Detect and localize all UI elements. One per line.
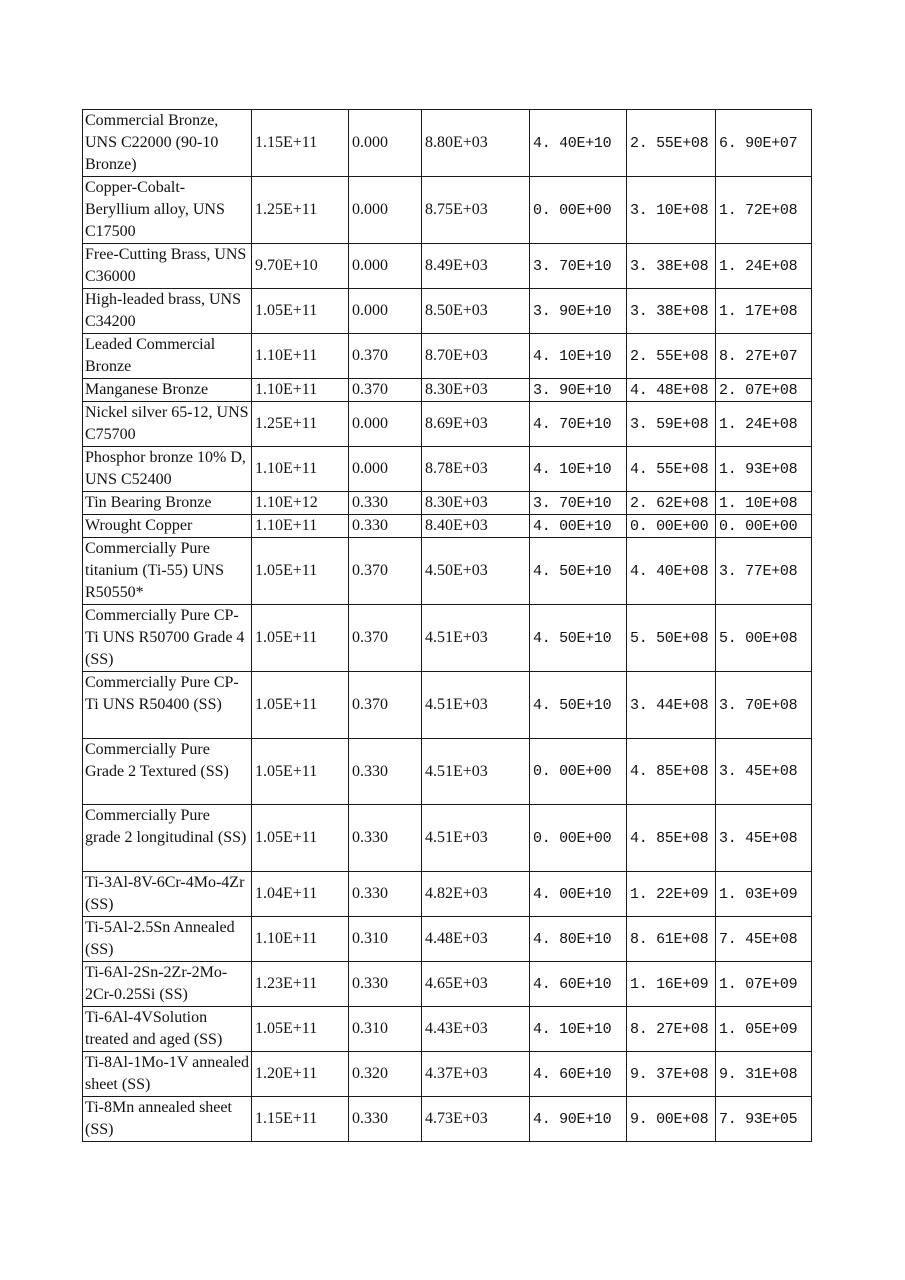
value-cell: 4. 80E+10 xyxy=(530,917,627,962)
value-cell: 1. 07E+09 xyxy=(716,962,812,1007)
value-cell: 3. 70E+10 xyxy=(530,244,627,289)
value-cell: 9.70E+10 xyxy=(252,244,349,289)
value-cell: 4. 85E+08 xyxy=(627,805,716,872)
value-cell: 4.50E+03 xyxy=(422,538,530,605)
value-cell: 0.370 xyxy=(349,672,422,739)
value-cell: 4. 50E+10 xyxy=(530,605,627,672)
value-cell: 0.310 xyxy=(349,1007,422,1052)
value-cell: 3. 45E+08 xyxy=(716,805,812,872)
material-name-cell: Ti-8Al-1Mo-1V annealed sheet (SS) xyxy=(83,1052,252,1097)
material-name-cell: Manganese Bronze xyxy=(83,379,252,402)
value-cell: 0.330 xyxy=(349,805,422,872)
table-row xyxy=(83,379,812,402)
value-cell: 1.10E+11 xyxy=(252,334,349,379)
material-name-cell: Commercially Pure Grade 2 Textured (SS) xyxy=(83,739,252,805)
value-cell: 4.43E+03 xyxy=(422,1007,530,1052)
value-cell: 1.10E+11 xyxy=(252,447,349,492)
value-cell: 1.25E+11 xyxy=(252,177,349,244)
value-cell: 7. 45E+08 xyxy=(716,917,812,962)
value-cell: 4.73E+03 xyxy=(422,1097,530,1142)
value-cell: 1.05E+11 xyxy=(252,1007,349,1052)
material-name-cell: Commercially Pure grade 2 longitudinal (SS) xyxy=(83,805,252,872)
material-name-cell: Free-Cutting Brass, UNS C36000 xyxy=(83,244,252,289)
value-cell: 3. 38E+08 xyxy=(627,289,716,334)
value-cell: 1. 72E+08 xyxy=(716,177,812,244)
value-cell: 4. 50E+10 xyxy=(530,538,627,605)
material-name-cell: Copper-Cobalt-Beryllium alloy, UNS C17500 xyxy=(83,177,252,244)
value-cell: 0.330 xyxy=(349,962,422,1007)
table-row xyxy=(83,334,812,379)
value-cell: 3. 10E+08 xyxy=(627,177,716,244)
value-cell: 0.330 xyxy=(349,872,422,917)
value-cell: 8.30E+03 xyxy=(422,379,530,402)
material-name-cell: Ti-6Al-2Sn-2Zr-2Mo-2Cr-0.25Si (SS) xyxy=(83,962,252,1007)
value-cell: 4. 00E+10 xyxy=(530,515,627,538)
material-name-cell: High-leaded brass, UNS C34200 xyxy=(83,289,252,334)
value-cell: 9. 00E+08 xyxy=(627,1097,716,1142)
value-cell: 4. 85E+08 xyxy=(627,739,716,805)
value-cell: 1.23E+11 xyxy=(252,962,349,1007)
value-cell: 3. 59E+08 xyxy=(627,402,716,447)
value-cell: 0.310 xyxy=(349,917,422,962)
value-cell: 3. 90E+10 xyxy=(530,379,627,402)
value-cell: 8.80E+03 xyxy=(422,110,530,177)
value-cell: 4. 40E+08 xyxy=(627,538,716,605)
value-cell: 1. 93E+08 xyxy=(716,447,812,492)
value-cell: 4. 70E+10 xyxy=(530,402,627,447)
value-cell: 2. 55E+08 xyxy=(627,334,716,379)
value-cell: 2. 07E+08 xyxy=(716,379,812,402)
table-row xyxy=(83,805,812,872)
value-cell: 4.51E+03 xyxy=(422,805,530,872)
value-cell: 4.51E+03 xyxy=(422,672,530,739)
value-cell: 9. 37E+08 xyxy=(627,1052,716,1097)
value-cell: 4. 55E+08 xyxy=(627,447,716,492)
value-cell: 0.370 xyxy=(349,538,422,605)
table-row xyxy=(83,538,812,605)
value-cell: 6. 90E+07 xyxy=(716,110,812,177)
table-row xyxy=(83,289,812,334)
value-cell: 3. 70E+10 xyxy=(530,492,627,515)
table-row xyxy=(83,1097,812,1142)
material-name-cell: Commercially Pure titanium (Ti-55) UNS R50550* xyxy=(83,538,252,605)
value-cell: 8.40E+03 xyxy=(422,515,530,538)
value-cell: 1.10E+11 xyxy=(252,917,349,962)
value-cell: 4. 40E+10 xyxy=(530,110,627,177)
value-cell: 1. 24E+08 xyxy=(716,244,812,289)
table-row xyxy=(83,177,812,244)
value-cell: 1. 03E+09 xyxy=(716,872,812,917)
material-name-cell: Commercially Pure CP-Ti UNS R50700 Grade 4 (SS) xyxy=(83,605,252,672)
value-cell: 3. 38E+08 xyxy=(627,244,716,289)
value-cell: 2. 62E+08 xyxy=(627,492,716,515)
material-name-cell: Commercial Bronze, UNS C22000 (90-10 Bronze) xyxy=(83,110,252,177)
value-cell: 4.51E+03 xyxy=(422,739,530,805)
value-cell: 2. 55E+08 xyxy=(627,110,716,177)
value-cell: 1.05E+11 xyxy=(252,289,349,334)
table-row xyxy=(83,672,812,739)
value-cell: 0.000 xyxy=(349,244,422,289)
value-cell: 0. 00E+00 xyxy=(530,805,627,872)
value-cell: 4. 50E+10 xyxy=(530,672,627,739)
value-cell: 1.25E+11 xyxy=(252,402,349,447)
value-cell: 0. 00E+00 xyxy=(627,515,716,538)
value-cell: 1.20E+11 xyxy=(252,1052,349,1097)
value-cell: 0.330 xyxy=(349,739,422,805)
value-cell: 0.000 xyxy=(349,177,422,244)
value-cell: 9. 31E+08 xyxy=(716,1052,812,1097)
value-cell: 1.10E+11 xyxy=(252,379,349,402)
value-cell: 0.330 xyxy=(349,1097,422,1142)
value-cell: 1. 16E+09 xyxy=(627,962,716,1007)
material-name-cell: Nickel silver 65-12, UNS C75700 xyxy=(83,402,252,447)
value-cell: 3. 44E+08 xyxy=(627,672,716,739)
value-cell: 8.30E+03 xyxy=(422,492,530,515)
value-cell: 8. 27E+08 xyxy=(627,1007,716,1052)
value-cell: 4.82E+03 xyxy=(422,872,530,917)
value-cell: 1. 10E+08 xyxy=(716,492,812,515)
value-cell: 0. 00E+00 xyxy=(530,177,627,244)
value-cell: 0.370 xyxy=(349,334,422,379)
value-cell: 1.10E+11 xyxy=(252,515,349,538)
table-row xyxy=(83,605,812,672)
table-row xyxy=(83,492,812,515)
value-cell: 1.04E+11 xyxy=(252,872,349,917)
value-cell: 0. 00E+00 xyxy=(530,739,627,805)
value-cell: 0.370 xyxy=(349,379,422,402)
value-cell: 5. 50E+08 xyxy=(627,605,716,672)
material-name-cell: Ti-3Al-8V-6Cr-4Mo-4Zr (SS) xyxy=(83,872,252,917)
value-cell: 1.05E+11 xyxy=(252,739,349,805)
value-cell: 3. 70E+08 xyxy=(716,672,812,739)
value-cell: 4.37E+03 xyxy=(422,1052,530,1097)
table-row xyxy=(83,1007,812,1052)
value-cell: 4. 90E+10 xyxy=(530,1097,627,1142)
value-cell: 0.370 xyxy=(349,605,422,672)
value-cell: 4. 10E+10 xyxy=(530,334,627,379)
value-cell: 8. 61E+08 xyxy=(627,917,716,962)
value-cell: 4. 00E+10 xyxy=(530,872,627,917)
material-name-cell: Ti-8Mn annealed sheet (SS) xyxy=(83,1097,252,1142)
material-name-cell: Phosphor bronze 10% D, UNS C52400 xyxy=(83,447,252,492)
value-cell: 0.000 xyxy=(349,447,422,492)
value-cell: 4. 60E+10 xyxy=(530,962,627,1007)
value-cell: 0.330 xyxy=(349,515,422,538)
value-cell: 0.000 xyxy=(349,289,422,334)
value-cell: 1. 05E+09 xyxy=(716,1007,812,1052)
table-row xyxy=(83,917,812,962)
value-cell: 1.05E+11 xyxy=(252,672,349,739)
value-cell: 8.49E+03 xyxy=(422,244,530,289)
value-cell: 8. 27E+07 xyxy=(716,334,812,379)
value-cell: 0. 00E+00 xyxy=(716,515,812,538)
value-cell: 0.320 xyxy=(349,1052,422,1097)
value-cell: 8.75E+03 xyxy=(422,177,530,244)
table-row xyxy=(83,1052,812,1097)
value-cell: 7. 93E+05 xyxy=(716,1097,812,1142)
value-cell: 4.51E+03 xyxy=(422,605,530,672)
table-row xyxy=(83,110,812,177)
value-cell: 4. 10E+10 xyxy=(530,1007,627,1052)
value-cell: 1.15E+11 xyxy=(252,110,349,177)
value-cell: 1.15E+11 xyxy=(252,1097,349,1142)
table-row xyxy=(83,962,812,1007)
value-cell: 8.78E+03 xyxy=(422,447,530,492)
table-row xyxy=(83,872,812,917)
value-cell: 3. 77E+08 xyxy=(716,538,812,605)
value-cell: 5. 00E+08 xyxy=(716,605,812,672)
table-row xyxy=(83,515,812,538)
value-cell: 3. 90E+10 xyxy=(530,289,627,334)
material-name-cell: Wrought Copper xyxy=(83,515,252,538)
value-cell: 1.05E+11 xyxy=(252,605,349,672)
value-cell: 1.10E+12 xyxy=(252,492,349,515)
value-cell: 0.330 xyxy=(349,492,422,515)
value-cell: 4.65E+03 xyxy=(422,962,530,1007)
value-cell: 4. 60E+10 xyxy=(530,1052,627,1097)
value-cell: 1. 17E+08 xyxy=(716,289,812,334)
value-cell: 3. 45E+08 xyxy=(716,739,812,805)
value-cell: 0.000 xyxy=(349,110,422,177)
value-cell: 1. 24E+08 xyxy=(716,402,812,447)
table-body xyxy=(83,110,812,1142)
value-cell: 4. 48E+08 xyxy=(627,379,716,402)
value-cell: 1. 22E+09 xyxy=(627,872,716,917)
value-cell: 4. 10E+10 xyxy=(530,447,627,492)
value-cell: 1.05E+11 xyxy=(252,805,349,872)
table-row xyxy=(83,244,812,289)
material-name-cell: Leaded Commercial Bronze xyxy=(83,334,252,379)
value-cell: 4.48E+03 xyxy=(422,917,530,962)
table-row xyxy=(83,739,812,805)
table-row xyxy=(83,447,812,492)
material-name-cell: Commercially Pure CP-Ti UNS R50400 (SS) xyxy=(83,672,252,739)
value-cell: 0.000 xyxy=(349,402,422,447)
value-cell: 8.50E+03 xyxy=(422,289,530,334)
table-row xyxy=(83,402,812,447)
material-name-cell: Ti-6Al-4VSolution treated and aged (SS) xyxy=(83,1007,252,1052)
material-name-cell: Ti-5Al-2.5Sn Annealed (SS) xyxy=(83,917,252,962)
material-properties-table xyxy=(82,109,812,1142)
value-cell: 8.69E+03 xyxy=(422,402,530,447)
value-cell: 1.05E+11 xyxy=(252,538,349,605)
material-name-cell: Tin Bearing Bronze xyxy=(83,492,252,515)
value-cell: 8.70E+03 xyxy=(422,334,530,379)
